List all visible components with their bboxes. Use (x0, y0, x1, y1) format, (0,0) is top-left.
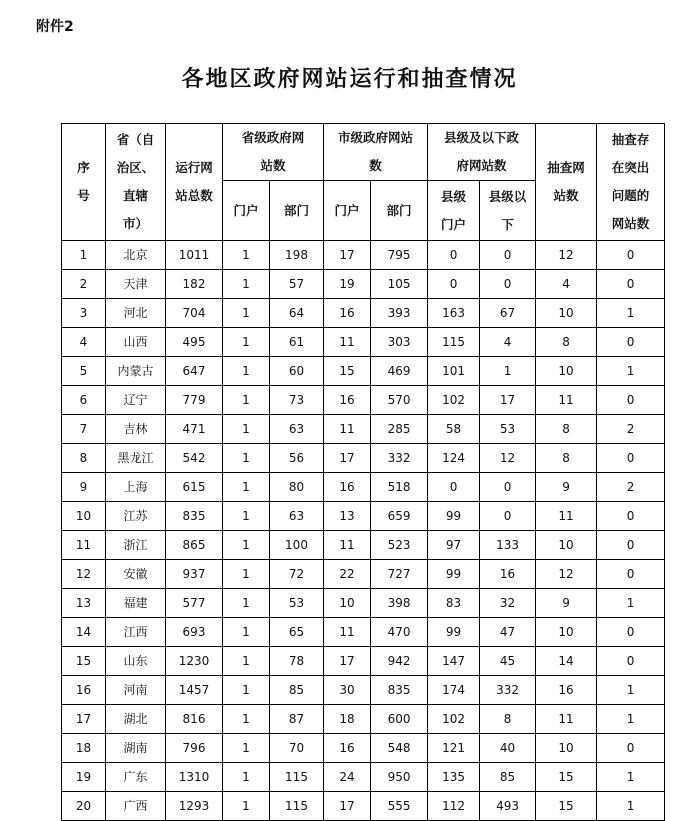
cell-provincial-portal: 1 (223, 386, 270, 415)
document-title: 各地区政府网站运行和抽查情况 (181, 66, 518, 92)
cell-total: 471 (166, 415, 223, 444)
cell-seq: 16 (62, 676, 106, 705)
cell-provincial-portal: 1 (223, 241, 270, 270)
cell-problem: 2 (597, 473, 665, 502)
cell-region: 山东 (106, 647, 166, 676)
cell-county-below: 45 (480, 647, 536, 676)
cell-region: 江苏 (106, 502, 166, 531)
cell-sampled: 15 (536, 792, 597, 821)
cell-provincial-dept: 70 (270, 734, 324, 763)
cell-problem: 1 (597, 676, 665, 705)
cell-county-portal: 112 (428, 792, 480, 821)
cell-county-below: 493 (480, 792, 536, 821)
cell-county-below: 133 (480, 531, 536, 560)
cell-problem: 0 (597, 328, 665, 357)
cell-region: 广西 (106, 792, 166, 821)
cell-provincial-dept: 63 (270, 415, 324, 444)
cell-provincial-dept: 100 (270, 531, 324, 560)
table-row (62, 647, 665, 676)
cell-county-portal: 147 (428, 647, 480, 676)
cell-sampled: 10 (536, 618, 597, 647)
statistics-table (61, 123, 665, 821)
cell-provincial-portal: 1 (223, 444, 270, 473)
table-row (62, 502, 665, 531)
cell-total: 615 (166, 473, 223, 502)
cell-municipal-dept: 393 (371, 299, 428, 328)
table-row (62, 676, 665, 705)
table-row (62, 734, 665, 763)
cell-municipal-portal: 15 (324, 357, 371, 386)
cell-region: 黑龙江 (106, 444, 166, 473)
cell-region: 山西 (106, 328, 166, 357)
cell-total: 693 (166, 618, 223, 647)
cell-municipal-dept: 659 (371, 502, 428, 531)
table-row (62, 299, 665, 328)
table-row (62, 473, 665, 502)
cell-problem: 1 (597, 705, 665, 734)
cell-problem: 0 (597, 386, 665, 415)
header-provincial-portal: 门户 (223, 181, 270, 241)
cell-county-portal: 121 (428, 734, 480, 763)
table-row (62, 705, 665, 734)
cell-seq: 1 (62, 241, 106, 270)
cell-region: 辽宁 (106, 386, 166, 415)
cell-municipal-dept: 548 (371, 734, 428, 763)
table-row (62, 618, 665, 647)
cell-county-below: 4 (480, 328, 536, 357)
cell-provincial-portal: 1 (223, 792, 270, 821)
cell-county-portal: 115 (428, 328, 480, 357)
cell-provincial-portal: 1 (223, 560, 270, 589)
cell-county-portal: 83 (428, 589, 480, 618)
table-row (62, 792, 665, 821)
cell-county-portal: 102 (428, 705, 480, 734)
cell-municipal-dept: 469 (371, 357, 428, 386)
cell-municipal-portal: 17 (324, 444, 371, 473)
table-row (62, 241, 665, 270)
cell-total: 1230 (166, 647, 223, 676)
cell-provincial-portal: 1 (223, 647, 270, 676)
cell-county-portal: 102 (428, 386, 480, 415)
cell-sampled: 10 (536, 357, 597, 386)
cell-municipal-portal: 22 (324, 560, 371, 589)
cell-seq: 18 (62, 734, 106, 763)
cell-problem: 0 (597, 270, 665, 299)
cell-county-below: 40 (480, 734, 536, 763)
cell-municipal-dept: 398 (371, 589, 428, 618)
cell-region: 上海 (106, 473, 166, 502)
cell-municipal-dept: 523 (371, 531, 428, 560)
cell-provincial-portal: 1 (223, 618, 270, 647)
cell-municipal-portal: 11 (324, 531, 371, 560)
cell-problem: 1 (597, 299, 665, 328)
cell-county-below: 0 (480, 502, 536, 531)
cell-provincial-portal: 1 (223, 357, 270, 386)
cell-provincial-dept: 87 (270, 705, 324, 734)
cell-municipal-portal: 18 (324, 705, 371, 734)
cell-municipal-portal: 16 (324, 734, 371, 763)
cell-municipal-dept: 105 (371, 270, 428, 299)
header-municipal-dept: 部门 (371, 181, 428, 241)
cell-provincial-dept: 65 (270, 618, 324, 647)
cell-municipal-portal: 11 (324, 618, 371, 647)
cell-seq: 14 (62, 618, 106, 647)
cell-municipal-dept: 332 (371, 444, 428, 473)
cell-region: 安徽 (106, 560, 166, 589)
header-total: 运行网 站总数 (166, 124, 223, 241)
cell-provincial-dept: 57 (270, 270, 324, 299)
cell-municipal-dept: 600 (371, 705, 428, 734)
cell-provincial-dept: 115 (270, 792, 324, 821)
attachment-label: 附件2 (36, 19, 74, 35)
cell-sampled: 10 (536, 531, 597, 560)
cell-county-portal: 101 (428, 357, 480, 386)
cell-county-below: 16 (480, 560, 536, 589)
cell-sampled: 11 (536, 705, 597, 734)
table-row (62, 560, 665, 589)
cell-county-below: 12 (480, 444, 536, 473)
table-row (62, 415, 665, 444)
header-sampled: 抽查网 站数 (536, 124, 597, 241)
cell-region: 天津 (106, 270, 166, 299)
cell-sampled: 11 (536, 502, 597, 531)
cell-region: 内蒙古 (106, 357, 166, 386)
cell-problem: 0 (597, 734, 665, 763)
cell-municipal-dept: 285 (371, 415, 428, 444)
cell-municipal-dept: 470 (371, 618, 428, 647)
cell-county-below: 32 (480, 589, 536, 618)
cell-sampled: 8 (536, 415, 597, 444)
cell-problem: 2 (597, 415, 665, 444)
cell-region: 河南 (106, 676, 166, 705)
cell-sampled: 12 (536, 241, 597, 270)
cell-county-portal: 99 (428, 560, 480, 589)
cell-seq: 9 (62, 473, 106, 502)
header-region: 省（自 治区、 直辖 市） (106, 124, 166, 241)
cell-seq: 15 (62, 647, 106, 676)
cell-region: 福建 (106, 589, 166, 618)
cell-region: 北京 (106, 241, 166, 270)
header-municipal-portal: 门户 (324, 181, 371, 241)
cell-municipal-dept: 835 (371, 676, 428, 705)
cell-municipal-dept: 942 (371, 647, 428, 676)
cell-total: 1293 (166, 792, 223, 821)
cell-county-below: 0 (480, 270, 536, 299)
cell-municipal-portal: 11 (324, 415, 371, 444)
cell-provincial-portal: 1 (223, 299, 270, 328)
cell-provincial-dept: 61 (270, 328, 324, 357)
cell-municipal-dept: 518 (371, 473, 428, 502)
cell-provincial-dept: 198 (270, 241, 324, 270)
cell-county-portal: 99 (428, 502, 480, 531)
cell-total: 1310 (166, 763, 223, 792)
table-row (62, 386, 665, 415)
cell-seq: 17 (62, 705, 106, 734)
cell-municipal-portal: 16 (324, 386, 371, 415)
cell-seq: 5 (62, 357, 106, 386)
cell-sampled: 15 (536, 763, 597, 792)
cell-county-below: 0 (480, 241, 536, 270)
cell-provincial-dept: 60 (270, 357, 324, 386)
cell-county-portal: 0 (428, 241, 480, 270)
cell-county-portal: 97 (428, 531, 480, 560)
cell-total: 182 (166, 270, 223, 299)
cell-county-below: 53 (480, 415, 536, 444)
cell-total: 1011 (166, 241, 223, 270)
table-row (62, 270, 665, 299)
cell-provincial-dept: 85 (270, 676, 324, 705)
cell-problem: 1 (597, 763, 665, 792)
header-county-portal: 县级 门户 (428, 181, 480, 241)
cell-provincial-dept: 73 (270, 386, 324, 415)
cell-county-below: 67 (480, 299, 536, 328)
cell-provincial-dept: 63 (270, 502, 324, 531)
cell-municipal-portal: 17 (324, 792, 371, 821)
cell-seq: 11 (62, 531, 106, 560)
cell-provincial-dept: 115 (270, 763, 324, 792)
header-seq: 序 号 (62, 124, 106, 241)
cell-sampled: 9 (536, 473, 597, 502)
cell-region: 河北 (106, 299, 166, 328)
cell-sampled: 11 (536, 386, 597, 415)
cell-total: 495 (166, 328, 223, 357)
cell-municipal-portal: 11 (324, 328, 371, 357)
cell-sampled: 14 (536, 647, 597, 676)
cell-municipal-portal: 24 (324, 763, 371, 792)
cell-region: 江西 (106, 618, 166, 647)
cell-municipal-dept: 303 (371, 328, 428, 357)
cell-county-portal: 99 (428, 618, 480, 647)
cell-total: 937 (166, 560, 223, 589)
cell-total: 647 (166, 357, 223, 386)
cell-total: 796 (166, 734, 223, 763)
cell-seq: 12 (62, 560, 106, 589)
cell-county-portal: 58 (428, 415, 480, 444)
cell-provincial-portal: 1 (223, 531, 270, 560)
cell-municipal-portal: 19 (324, 270, 371, 299)
cell-total: 577 (166, 589, 223, 618)
cell-region: 广东 (106, 763, 166, 792)
cell-provincial-portal: 1 (223, 589, 270, 618)
cell-municipal-portal: 10 (324, 589, 371, 618)
table-body (62, 241, 665, 821)
cell-region: 湖北 (106, 705, 166, 734)
cell-county-below: 1 (480, 357, 536, 386)
header-municipal: 市级政府网站 数 (324, 124, 428, 181)
cell-problem: 0 (597, 560, 665, 589)
header-provincial: 省级政府网 站数 (223, 124, 324, 181)
cell-sampled: 8 (536, 328, 597, 357)
header-problem: 抽查存 在突出 问题的 网站数 (597, 124, 665, 241)
cell-problem: 1 (597, 357, 665, 386)
cell-provincial-dept: 78 (270, 647, 324, 676)
cell-provincial-dept: 53 (270, 589, 324, 618)
cell-problem: 0 (597, 502, 665, 531)
cell-municipal-portal: 16 (324, 299, 371, 328)
table-row (62, 357, 665, 386)
cell-seq: 13 (62, 589, 106, 618)
cell-sampled: 4 (536, 270, 597, 299)
cell-total: 865 (166, 531, 223, 560)
cell-municipal-portal: 17 (324, 241, 371, 270)
cell-problem: 0 (597, 531, 665, 560)
cell-provincial-portal: 1 (223, 763, 270, 792)
header-county-below: 县级以 下 (480, 181, 536, 241)
cell-county-portal: 174 (428, 676, 480, 705)
cell-seq: 4 (62, 328, 106, 357)
cell-total: 704 (166, 299, 223, 328)
cell-problem: 0 (597, 618, 665, 647)
cell-sampled: 8 (536, 444, 597, 473)
cell-sampled: 16 (536, 676, 597, 705)
cell-county-portal: 135 (428, 763, 480, 792)
cell-provincial-portal: 1 (223, 270, 270, 299)
header-county: 县级及以下政 府网站数 (428, 124, 536, 181)
table-row (62, 328, 665, 357)
cell-total: 542 (166, 444, 223, 473)
cell-seq: 8 (62, 444, 106, 473)
cell-municipal-portal: 13 (324, 502, 371, 531)
cell-provincial-dept: 56 (270, 444, 324, 473)
cell-problem: 1 (597, 589, 665, 618)
cell-provincial-dept: 72 (270, 560, 324, 589)
cell-county-portal: 124 (428, 444, 480, 473)
cell-municipal-dept: 795 (371, 241, 428, 270)
cell-problem: 0 (597, 241, 665, 270)
cell-county-below: 17 (480, 386, 536, 415)
cell-sampled: 12 (536, 560, 597, 589)
cell-problem: 0 (597, 647, 665, 676)
cell-county-below: 332 (480, 676, 536, 705)
table-row (62, 444, 665, 473)
cell-seq: 19 (62, 763, 106, 792)
cell-seq: 6 (62, 386, 106, 415)
cell-seq: 3 (62, 299, 106, 328)
cell-municipal-portal: 16 (324, 473, 371, 502)
cell-problem: 1 (597, 792, 665, 821)
cell-region: 吉林 (106, 415, 166, 444)
cell-county-below: 8 (480, 705, 536, 734)
cell-sampled: 10 (536, 734, 597, 763)
cell-seq: 2 (62, 270, 106, 299)
cell-total: 835 (166, 502, 223, 531)
cell-municipal-portal: 17 (324, 647, 371, 676)
cell-total: 779 (166, 386, 223, 415)
cell-provincial-portal: 1 (223, 705, 270, 734)
cell-sampled: 9 (536, 589, 597, 618)
cell-municipal-dept: 950 (371, 763, 428, 792)
table-row (62, 763, 665, 792)
cell-provincial-dept: 64 (270, 299, 324, 328)
cell-county-portal: 163 (428, 299, 480, 328)
cell-county-portal: 0 (428, 473, 480, 502)
cell-region: 湖南 (106, 734, 166, 763)
cell-county-below: 47 (480, 618, 536, 647)
cell-provincial-portal: 1 (223, 415, 270, 444)
cell-county-below: 0 (480, 473, 536, 502)
cell-municipal-dept: 727 (371, 560, 428, 589)
cell-seq: 10 (62, 502, 106, 531)
cell-provincial-portal: 1 (223, 328, 270, 357)
cell-provincial-portal: 1 (223, 502, 270, 531)
table-row (62, 589, 665, 618)
cell-provincial-dept: 80 (270, 473, 324, 502)
header-provincial-dept: 部门 (270, 181, 324, 241)
cell-seq: 7 (62, 415, 106, 444)
cell-county-below: 85 (480, 763, 536, 792)
header-row-top (62, 124, 665, 181)
cell-provincial-portal: 1 (223, 734, 270, 763)
table-row (62, 531, 665, 560)
cell-seq: 20 (62, 792, 106, 821)
cell-municipal-portal: 30 (324, 676, 371, 705)
cell-provincial-portal: 1 (223, 676, 270, 705)
cell-municipal-dept: 555 (371, 792, 428, 821)
cell-total: 1457 (166, 676, 223, 705)
cell-municipal-dept: 570 (371, 386, 428, 415)
cell-sampled: 10 (536, 299, 597, 328)
cell-county-portal: 0 (428, 270, 480, 299)
cell-problem: 0 (597, 444, 665, 473)
cell-region: 浙江 (106, 531, 166, 560)
cell-provincial-portal: 1 (223, 473, 270, 502)
cell-total: 816 (166, 705, 223, 734)
